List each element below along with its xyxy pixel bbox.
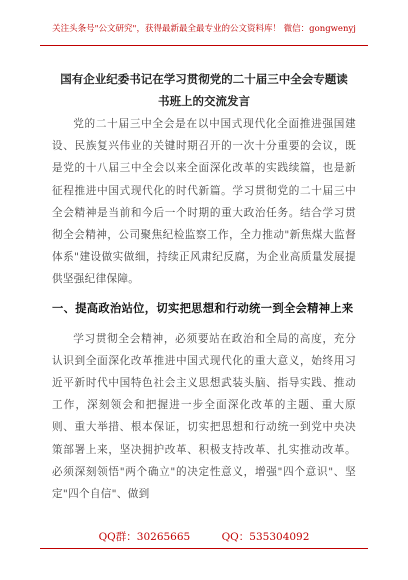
paragraph-intro: 党的二十届三中全会是在以中国式现代化全面推进强国建设、民族复兴伟业的关键时期召开的一次十分重要的会议，既是党的十八届三中全会以来全面深化改革的实践续篇，也是新征程推进中国式现代化的时代新篇。学习贯彻党的二十届三中全会精神是当前和今后一个时期的重大政治任务。结合学习贯彻全会精神，公司聚焦纪检监察工作，全力推动"新焦煤大监督体系"建设做实做细，持续正风肃纪反腐，为企业高质量发展提供坚强纪律保障。 xyxy=(52,118,356,286)
footer-contact xyxy=(40,530,368,544)
title-line-2: 书班上的交流发言 xyxy=(158,94,250,108)
paragraph-section-1: 学习贯彻全会精神，必须要站在政治和全局的高度，充分认识到全面深化改革推进中国式现代化的重大意义，始终用习近平新时代中国特色社会主义思想武装头脑、指导实践、推动工作，深刻领会和把握进一步全面深化改革的主题、重大原则、重大举措、根本保证，切实把思想和行动统一到党中央决策部署上来，坚决拥护改革、积极支持改革、扎实推动改革。必须深刻领悟"两个确立"的决定性意义，增强"四个意识"、坚定"四个自信"、做到 xyxy=(52,332,356,501)
title-line-1: 国有企业纪委书记在学习贯彻党的二十届三中全会专题读 xyxy=(60,72,348,86)
document-body xyxy=(52,113,356,505)
document-title xyxy=(52,68,356,112)
header-divider xyxy=(40,45,368,46)
footer-divider xyxy=(40,548,368,549)
footer-qq-group: QQ群：30265665 xyxy=(98,531,191,543)
footer-qq: QQ：535304092 xyxy=(221,531,310,543)
header-banner: 关注头条号"公文研究"，获得最新最全最专业的公文资料库！ 微信：gongwenyj xyxy=(52,24,356,34)
section-heading-1: 一、提高政治站位，切实把思想和行动统一到全会精神上来 xyxy=(52,300,354,315)
